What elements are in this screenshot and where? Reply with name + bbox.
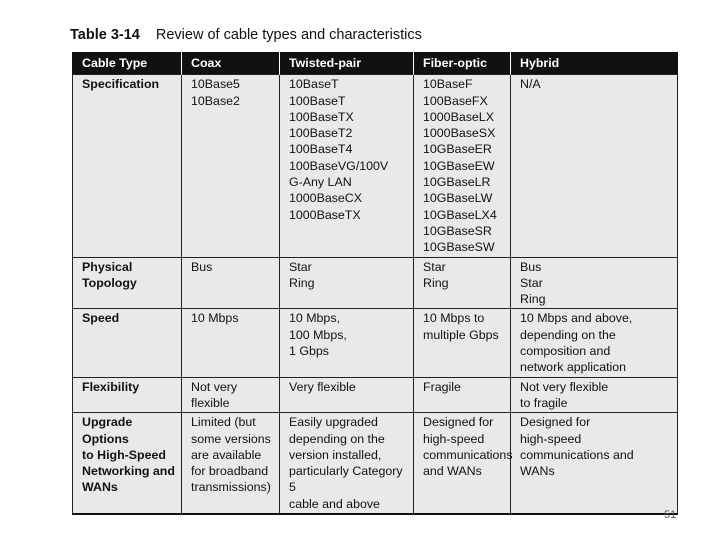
table-cell: Not very flexible to fragile — [511, 377, 678, 413]
row-label: Upgrade Options to High-Speed Networking and WANs — [73, 413, 182, 514]
row-label: Flexibility — [73, 377, 182, 413]
table-cell: 10Base5 10Base2 — [182, 75, 280, 257]
row-label: Specification — [73, 75, 182, 257]
table-header-row — [73, 52, 678, 75]
table-cell: Star Ring — [414, 257, 511, 309]
header-cable-type: Cable Type — [73, 52, 182, 75]
table-cell: 10 Mbps, 100 Mbps, 1 Gbps — [280, 309, 414, 377]
header-coax: Coax — [182, 52, 280, 75]
table-cell: Not very flexible — [182, 377, 280, 413]
table-cell: 10 Mbps and above, depending on the composition and network application — [511, 309, 678, 377]
row-label: Physical Topology — [73, 257, 182, 309]
header-twisted-pair: Twisted-pair — [280, 52, 414, 75]
table-caption — [70, 27, 422, 43]
table-cell: Star Ring — [280, 257, 414, 309]
row-label: Speed — [73, 309, 182, 377]
table-cell: 10BaseT 100BaseT 100BaseTX 100BaseT2 100BaseT4 100BaseVG/100V G-Any LAN 1000BaseCX 1000BaseTX — [280, 75, 414, 257]
table-cell: Limited (but some versions are available for broadband transmissions) — [182, 413, 280, 514]
table-cell: 10 Mbps to multiple Gbps — [414, 309, 511, 377]
table-number: Table 3-14 — [70, 27, 140, 43]
table-row-speed — [73, 309, 678, 377]
header-hybrid: Hybrid — [511, 52, 678, 75]
table-title: Review of cable types and characteristics — [155, 27, 422, 43]
table-cell: 10BaseF 100BaseFX 1000BaseLX 1000BaseSX 10GBaseER 10GBaseEW 10GBaseLR 10GBaseLW 10GBaseLX4 10GBaseSR 10GBaseSW — [414, 75, 511, 257]
table-cell: Fragile — [414, 377, 511, 413]
table-row-flexibility — [73, 377, 678, 413]
table-cell: N/A — [511, 75, 678, 257]
table-cell: Very flexible — [280, 377, 414, 413]
cable-types-table — [72, 52, 678, 515]
table-cell: Designed for high-speed communications and WANs — [414, 413, 511, 514]
table-cell: 10 Mbps — [182, 309, 280, 377]
page-number: 51 — [664, 509, 677, 521]
table-cell: Designed for high-speed communications and WANs — [511, 413, 678, 514]
table-cell: Bus Star Ring — [511, 257, 678, 309]
table-cell: Easily upgraded depending on the version installed, particularly Category 5 cable and above — [280, 413, 414, 514]
table-row-specification — [73, 75, 678, 257]
table-row-upgrade-options — [73, 413, 678, 514]
table-cell: Bus — [182, 257, 280, 309]
table-row-physical-topology — [73, 257, 678, 309]
header-fiber-optic: Fiber-optic — [414, 52, 511, 75]
